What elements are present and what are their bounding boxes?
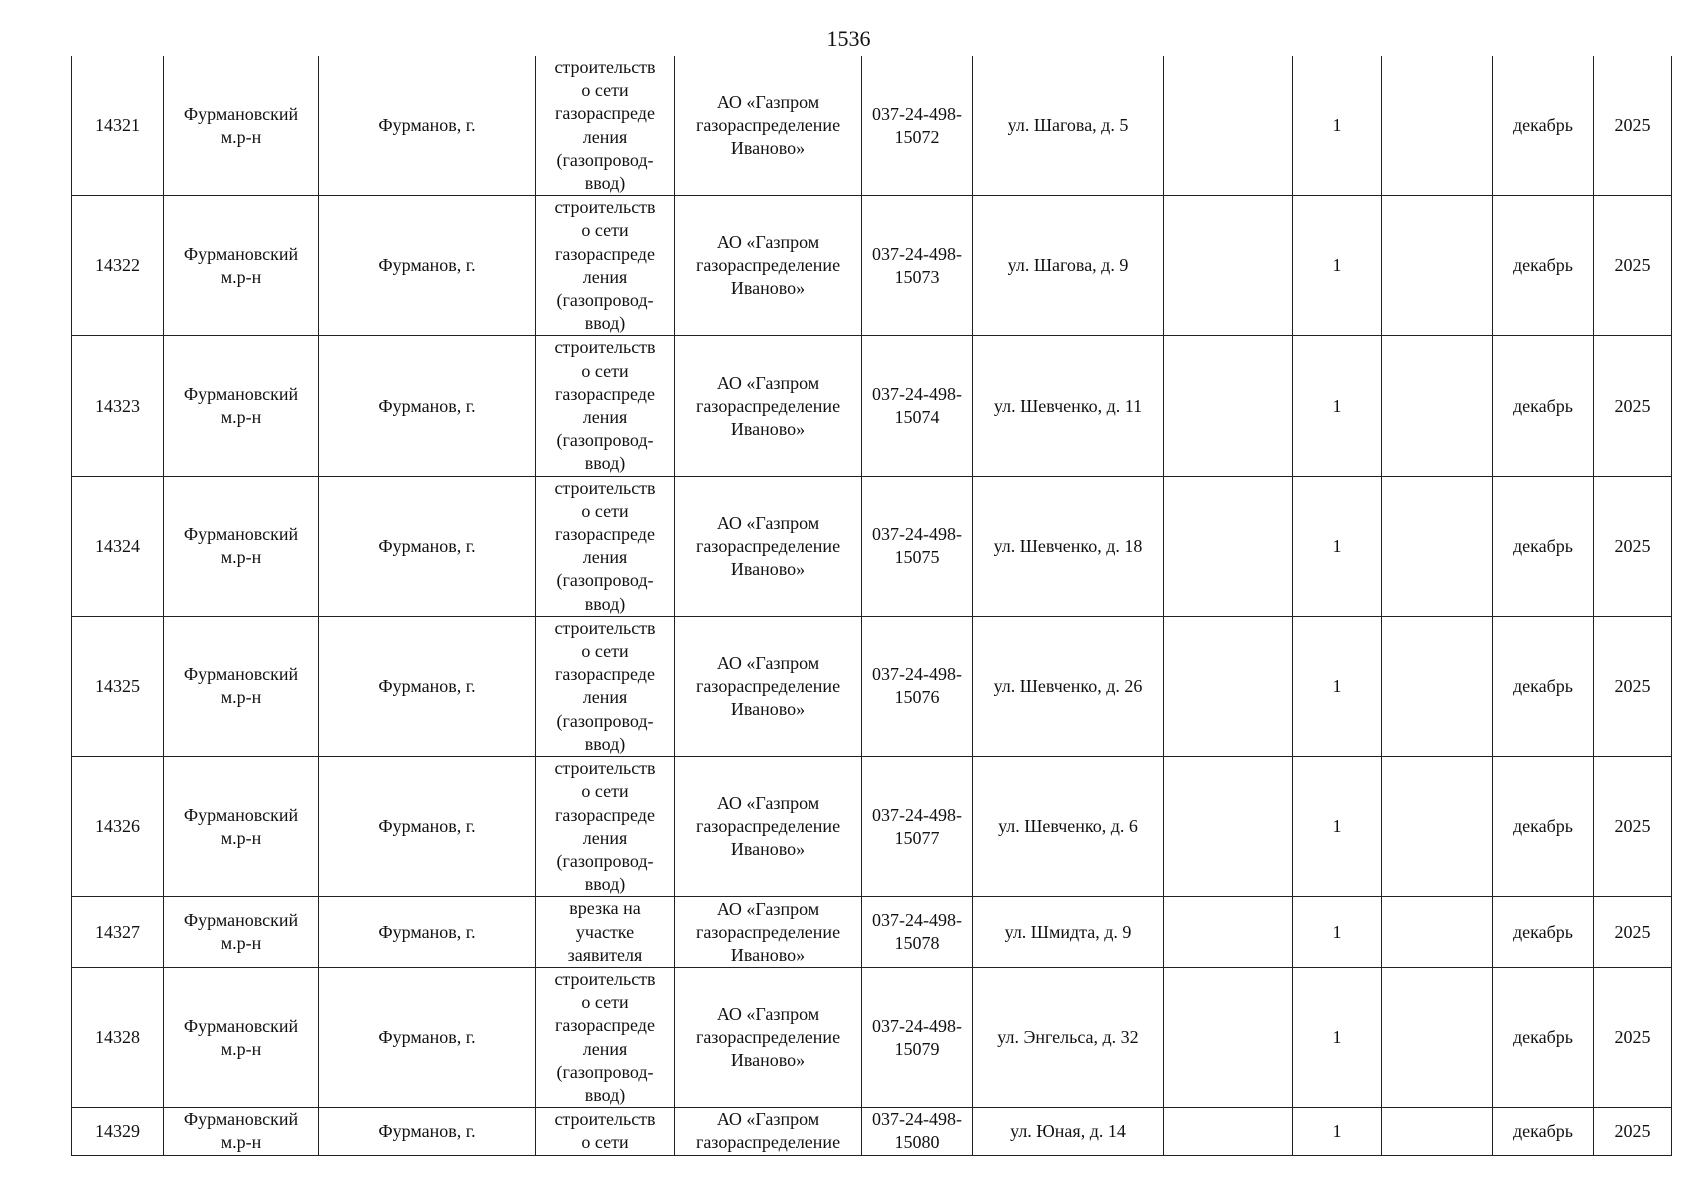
empty-cell (1164, 757, 1293, 897)
month-cell: декабрь (1493, 757, 1594, 897)
year-cell: 2025 (1594, 476, 1672, 616)
quantity-cell: 1 (1293, 757, 1382, 897)
address-cell: ул. Шагова, д. 9 (973, 196, 1164, 336)
row-number: 14324 (72, 476, 164, 616)
city-cell: Фурманов, г. (319, 757, 536, 897)
address-cell: ул. Шагова, д. 5 (973, 56, 1164, 196)
organization-cell: АО «Газпром газораспределение Иваново» (675, 476, 862, 616)
organization-cell: АО «Газпром газораспределение Иваново» (675, 897, 862, 968)
address-cell: ул. Шевченко, д. 26 (973, 616, 1164, 756)
empty-cell (1382, 196, 1493, 336)
registry-table (71, 56, 1672, 1156)
year-cell: 2025 (1594, 757, 1672, 897)
month-cell: декабрь (1493, 196, 1594, 336)
empty-cell (1382, 56, 1493, 196)
empty-cell (1164, 967, 1293, 1107)
empty-cell (1382, 897, 1493, 968)
quantity-cell: 1 (1293, 616, 1382, 756)
empty-cell (1382, 476, 1493, 616)
city-cell: Фурманов, г. (319, 336, 536, 476)
year-cell: 2025 (1594, 1108, 1672, 1155)
table-row (72, 56, 1672, 196)
work-type-cell: строительств о сети газораспреде ления (газопровод- ввод) (536, 967, 675, 1107)
empty-cell (1382, 967, 1493, 1107)
row-number: 14323 (72, 336, 164, 476)
row-number: 14326 (72, 757, 164, 897)
organization-cell: АО «Газпром газораспределение Иваново» (675, 196, 862, 336)
quantity-cell: 1 (1293, 967, 1382, 1107)
code-cell: 037-24-498-15072 (862, 56, 973, 196)
quantity-cell: 1 (1293, 476, 1382, 616)
city-cell: Фурманов, г. (319, 616, 536, 756)
code-cell: 037-24-498-15080 (862, 1108, 973, 1155)
address-cell: ул. Шевченко, д. 11 (973, 336, 1164, 476)
work-type-cell: врезка на участке заявителя (536, 897, 675, 968)
district-cell: Фурмановский м.р-н (164, 1108, 319, 1155)
city-cell: Фурманов, г. (319, 56, 536, 196)
organization-cell: АО «Газпром газораспределение Иваново» (675, 336, 862, 476)
address-cell: ул. Шевченко, д. 6 (973, 757, 1164, 897)
address-cell: ул. Юная, д. 14 (973, 1108, 1164, 1155)
empty-cell (1382, 1108, 1493, 1155)
month-cell: декабрь (1493, 616, 1594, 756)
year-cell: 2025 (1594, 897, 1672, 968)
empty-cell (1164, 336, 1293, 476)
empty-cell (1382, 336, 1493, 476)
quantity-cell: 1 (1293, 56, 1382, 196)
year-cell: 2025 (1594, 616, 1672, 756)
work-type-cell: строительств о сети газораспреде ления (газопровод- ввод) (536, 336, 675, 476)
row-number: 14322 (72, 196, 164, 336)
code-cell: 037-24-498-15076 (862, 616, 973, 756)
row-number: 14328 (72, 967, 164, 1107)
city-cell: Фурманов, г. (319, 967, 536, 1107)
code-cell: 037-24-498-15073 (862, 196, 973, 336)
table-row (72, 196, 1672, 336)
year-cell: 2025 (1594, 336, 1672, 476)
empty-cell (1164, 476, 1293, 616)
empty-cell (1164, 56, 1293, 196)
row-number: 14327 (72, 897, 164, 968)
work-type-cell: строительств о сети газораспреде ления (газопровод- ввод) (536, 196, 675, 336)
organization-cell: АО «Газпром газораспределение Иваново» (675, 616, 862, 756)
city-cell: Фурманов, г. (319, 897, 536, 968)
month-cell: декабрь (1493, 1108, 1594, 1155)
empty-cell (1164, 196, 1293, 336)
table-row (72, 1108, 1672, 1155)
table-row (72, 897, 1672, 968)
code-cell: 037-24-498-15074 (862, 336, 973, 476)
city-cell: Фурманов, г. (319, 196, 536, 336)
month-cell: декабрь (1493, 967, 1594, 1107)
quantity-cell: 1 (1293, 336, 1382, 476)
table-row (72, 967, 1672, 1107)
table-row (72, 616, 1672, 756)
organization-cell: АО «Газпром газораспределение Иваново» (675, 757, 862, 897)
empty-cell (1164, 616, 1293, 756)
address-cell: ул. Шевченко, д. 18 (973, 476, 1164, 616)
year-cell: 2025 (1594, 56, 1672, 196)
address-cell: ул. Шмидта, д. 9 (973, 897, 1164, 968)
page-number: 1536 (826, 26, 871, 51)
year-cell: 2025 (1594, 967, 1672, 1107)
district-cell: Фурмановский м.р-н (164, 476, 319, 616)
row-number: 14325 (72, 616, 164, 756)
work-type-cell: строительств о сети газораспреде ления (газопровод- ввод) (536, 476, 675, 616)
table-row (72, 757, 1672, 897)
empty-cell (1164, 1108, 1293, 1155)
district-cell: Фурмановский м.р-н (164, 897, 319, 968)
address-cell: ул. Энгельса, д. 32 (973, 967, 1164, 1107)
month-cell: декабрь (1493, 336, 1594, 476)
quantity-cell: 1 (1293, 1108, 1382, 1155)
row-number: 14329 (72, 1108, 164, 1155)
work-type-cell: строительств о сети (536, 1108, 675, 1155)
table-row (72, 476, 1672, 616)
month-cell: декабрь (1493, 56, 1594, 196)
district-cell: Фурмановский м.р-н (164, 616, 319, 756)
city-cell: Фурманов, г. (319, 476, 536, 616)
empty-cell (1164, 897, 1293, 968)
month-cell: декабрь (1493, 476, 1594, 616)
organization-cell: АО «Газпром газораспределение Иваново» (675, 967, 862, 1107)
organization-cell: АО «Газпром газораспределение (675, 1108, 862, 1155)
empty-cell (1382, 616, 1493, 756)
year-cell: 2025 (1594, 196, 1672, 336)
empty-cell (1382, 757, 1493, 897)
code-cell: 037-24-498-15077 (862, 757, 973, 897)
code-cell: 037-24-498-15079 (862, 967, 973, 1107)
month-cell: декабрь (1493, 897, 1594, 968)
district-cell: Фурмановский м.р-н (164, 967, 319, 1107)
work-type-cell: строительств о сети газораспреде ления (газопровод- ввод) (536, 616, 675, 756)
code-cell: 037-24-498-15078 (862, 897, 973, 968)
work-type-cell: строительств о сети газораспреде ления (газопровод- ввод) (536, 56, 675, 196)
district-cell: Фурмановский м.р-н (164, 56, 319, 196)
organization-cell: АО «Газпром газораспределение Иваново» (675, 56, 862, 196)
row-number: 14321 (72, 56, 164, 196)
table-row (72, 336, 1672, 476)
district-cell: Фурмановский м.р-н (164, 196, 319, 336)
district-cell: Фурмановский м.р-н (164, 336, 319, 476)
quantity-cell: 1 (1293, 897, 1382, 968)
work-type-cell: строительств о сети газораспреде ления (газопровод- ввод) (536, 757, 675, 897)
quantity-cell: 1 (1293, 196, 1382, 336)
district-cell: Фурмановский м.р-н (164, 757, 319, 897)
city-cell: Фурманов, г. (319, 1108, 536, 1155)
code-cell: 037-24-498-15075 (862, 476, 973, 616)
